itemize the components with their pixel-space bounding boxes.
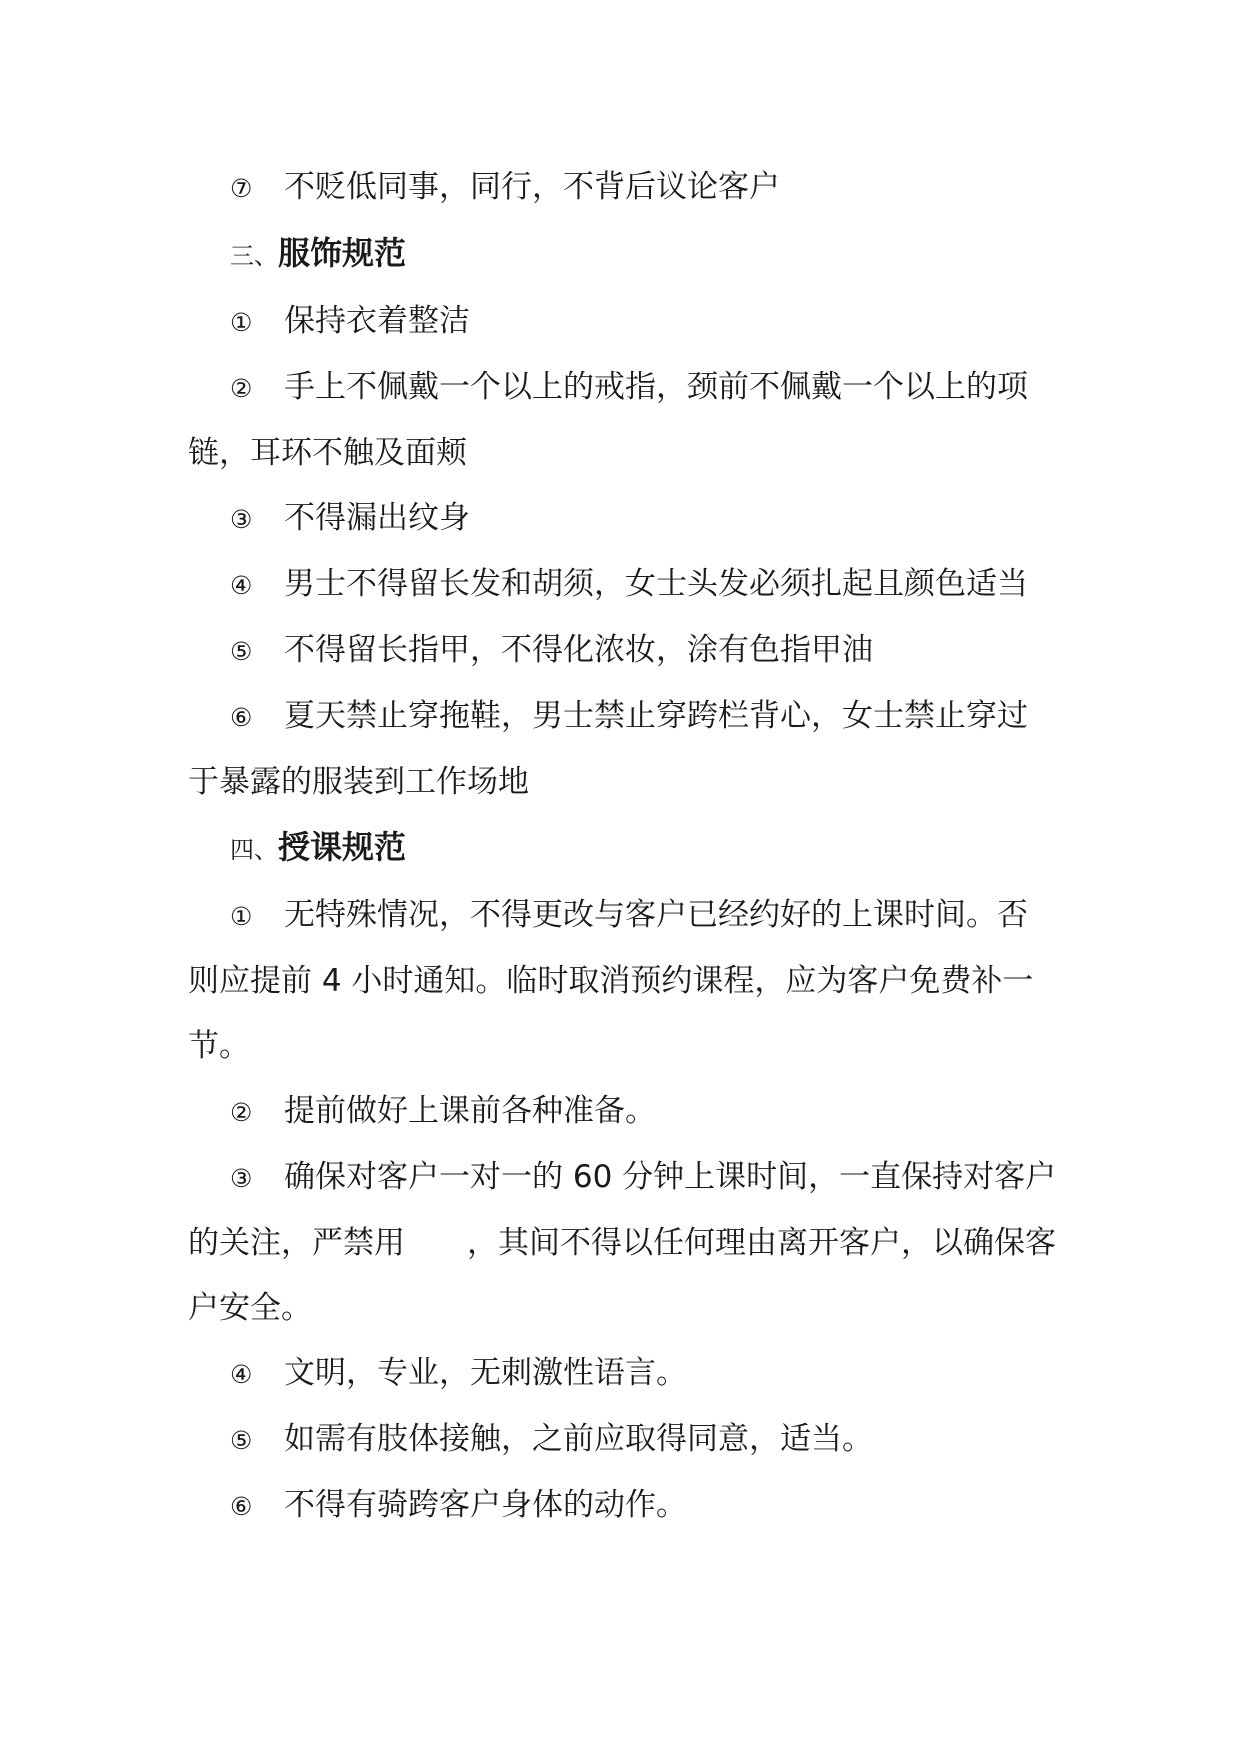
section-title: 服饰规范	[278, 234, 407, 272]
item-text: 保持衣着整洁	[284, 303, 470, 339]
list-item	[188, 155, 1058, 221]
list-item	[188, 883, 1058, 1079]
list-item	[188, 684, 1058, 815]
item-number: ①	[230, 308, 253, 337]
item-text: 如需有肢体接触，之前应取得同意，适当。	[284, 1421, 873, 1457]
section-number: 三、	[230, 242, 278, 270]
list-item	[188, 1341, 1058, 1407]
list-item	[188, 486, 1058, 552]
list-item	[188, 1407, 1058, 1473]
item-number: ⑦	[230, 174, 253, 203]
item-text: 手上不佩戴一个以上的戒指，颈前不佩戴一个以上的项链，耳环不触及面颊	[188, 369, 1028, 471]
item-number: ①	[230, 902, 253, 931]
item-text: 不得有骑跨客户身体的动作。	[284, 1487, 687, 1523]
item-number: ⑥	[230, 703, 253, 732]
item-text: 确保对客户一对一的 60 分钟上课时间，一直保持对客户的关注，严禁用 ，其间不得以任何理由离开客户，以确保客户安全。	[188, 1159, 1057, 1326]
item-number: ④	[230, 571, 253, 600]
list-item	[188, 618, 1058, 684]
list-item	[188, 289, 1058, 355]
item-number: ②	[230, 374, 253, 403]
document-body	[188, 155, 1058, 1539]
item-text: 男士不得留长发和胡须，女士头发必须扎起且颜色适当	[284, 566, 1028, 602]
item-text: 不贬低同事，同行，不背后议论客户	[284, 169, 780, 205]
item-number: ④	[230, 1360, 253, 1389]
item-number: ③	[230, 1164, 253, 1193]
item-number: ②	[230, 1098, 253, 1127]
section-heading	[188, 815, 1058, 883]
item-number: ⑤	[230, 1426, 253, 1455]
item-text: 不得留长指甲，不得化浓妆，涂有色指甲油	[284, 632, 873, 668]
section-heading	[188, 221, 1058, 289]
item-text: 无特殊情况，不得更改与客户已经约好的上课时间。否则应提前 4 小时通知。临时取消预约课程，应为客户免费补一节。	[188, 897, 1034, 1064]
list-item	[188, 355, 1058, 486]
list-item	[188, 1145, 1058, 1341]
item-text: 文明，专业，无刺激性语言。	[284, 1355, 687, 1391]
item-number: ⑤	[230, 637, 253, 666]
item-text: 提前做好上课前各种准备。	[284, 1093, 656, 1129]
item-number: ③	[230, 505, 253, 534]
list-item	[188, 552, 1058, 618]
item-text: 不得漏出纹身	[284, 500, 470, 536]
section-number: 四、	[230, 836, 278, 864]
section-title: 授课规范	[278, 828, 407, 866]
list-item	[188, 1473, 1058, 1539]
item-number: ⑥	[230, 1492, 253, 1521]
list-item	[188, 1079, 1058, 1145]
item-text: 夏天禁止穿拖鞋，男士禁止穿跨栏背心，女士禁止穿过于暴露的服装到工作场地	[188, 698, 1028, 800]
